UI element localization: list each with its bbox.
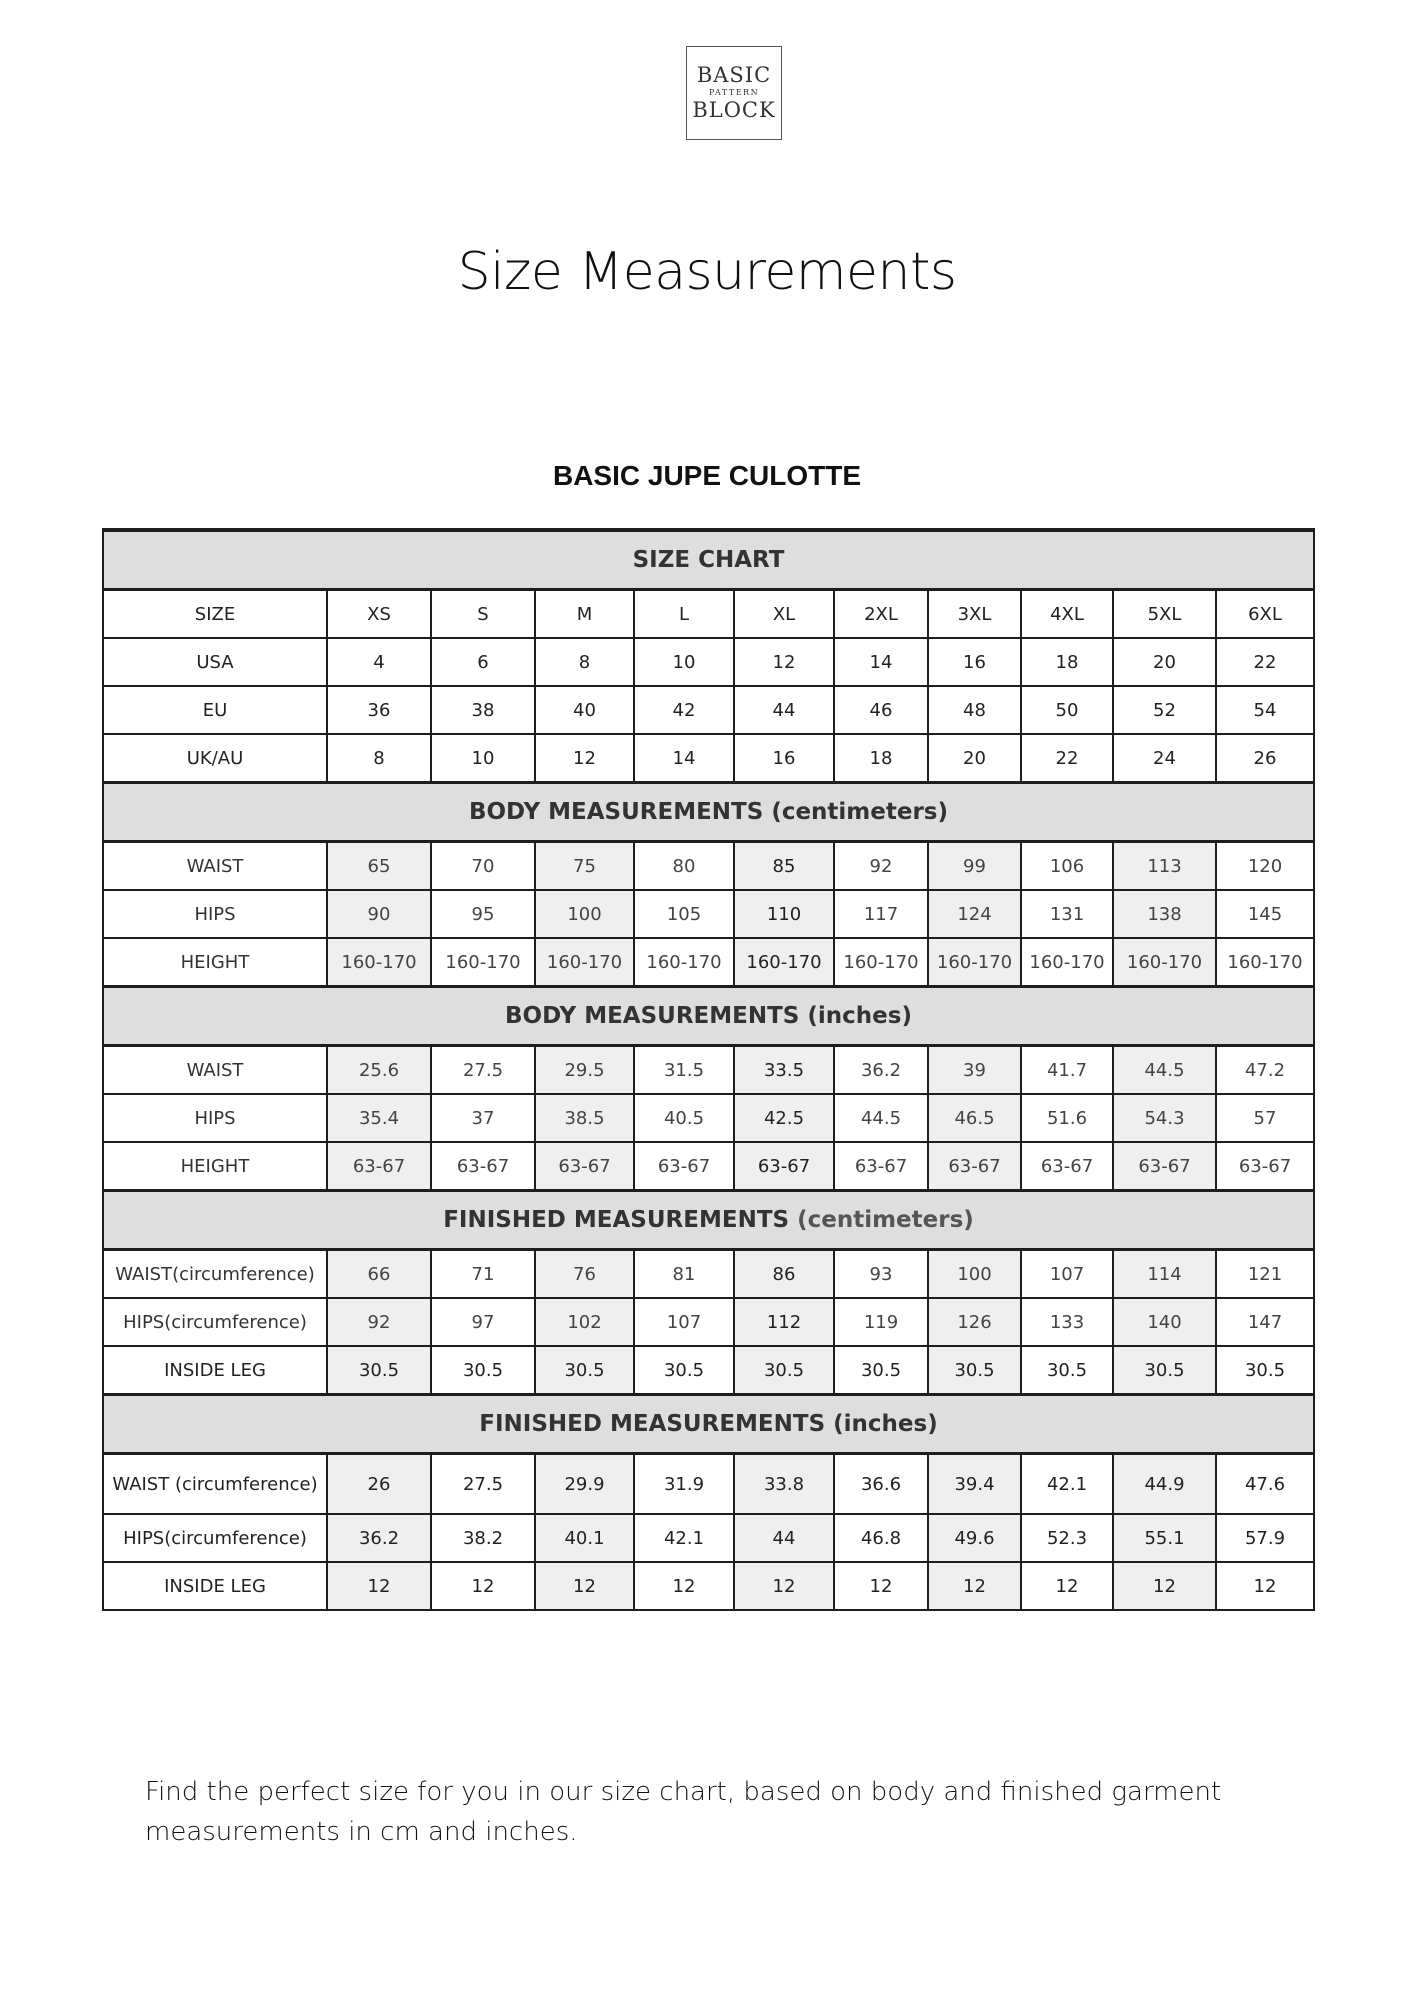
table-cell: 51.6 bbox=[1021, 1094, 1113, 1142]
table-cell: 36.2 bbox=[834, 1046, 928, 1095]
table-cell: 42 bbox=[634, 686, 734, 734]
table-cell: 105 bbox=[634, 890, 734, 938]
table-cell: 42.1 bbox=[1021, 1454, 1113, 1515]
row-label: INSIDE LEG bbox=[103, 1562, 327, 1610]
measurement-row bbox=[103, 890, 1314, 938]
section-unit: (inches) bbox=[833, 1411, 938, 1437]
table-cell: 113 bbox=[1113, 842, 1216, 891]
table-cell: 30.5 bbox=[834, 1346, 928, 1395]
table-cell: 71 bbox=[431, 1250, 535, 1299]
table-cell: 160-170 bbox=[734, 938, 834, 987]
table-cell: 27.5 bbox=[431, 1454, 535, 1515]
table-cell: 112 bbox=[734, 1298, 834, 1346]
table-cell: 140 bbox=[1113, 1298, 1216, 1346]
table-cell: 52 bbox=[1113, 686, 1216, 734]
table-cell: 76 bbox=[535, 1250, 634, 1299]
conversion-row bbox=[103, 638, 1314, 686]
table-cell: 3XL bbox=[928, 590, 1021, 639]
table-cell: 160-170 bbox=[1021, 938, 1113, 987]
table-cell: 38.5 bbox=[535, 1094, 634, 1142]
table-cell: 36.2 bbox=[327, 1514, 431, 1562]
row-label: HIPS(circumference) bbox=[103, 1298, 327, 1346]
table-cell: 160-170 bbox=[928, 938, 1021, 987]
row-label: HEIGHT bbox=[103, 1142, 327, 1191]
table-cell: 16 bbox=[928, 638, 1021, 686]
section-unit: (centimeters) bbox=[771, 799, 949, 825]
table-cell: 25.6 bbox=[327, 1046, 431, 1095]
section-header bbox=[103, 987, 1314, 1046]
table-cell: 160-170 bbox=[535, 938, 634, 987]
table-cell: 6 bbox=[431, 638, 535, 686]
measurement-row bbox=[103, 1346, 1314, 1395]
table-cell: 126 bbox=[928, 1298, 1021, 1346]
table-cell: 49.6 bbox=[928, 1514, 1021, 1562]
table-cell: 110 bbox=[734, 890, 834, 938]
table-cell: 12 bbox=[431, 1562, 535, 1610]
table-cell: 12 bbox=[1113, 1562, 1216, 1610]
table-cell: 95 bbox=[431, 890, 535, 938]
size-chart-caption: Find the perfect size for you in our size chart, based on body and finished garment measurements in cm and inches. bbox=[145, 1777, 1222, 1847]
table-cell: 33.5 bbox=[734, 1046, 834, 1095]
table-cell: 4XL bbox=[1021, 590, 1113, 639]
table-cell: 18 bbox=[834, 734, 928, 783]
size-chart-table bbox=[102, 528, 1315, 1611]
table-cell: 44 bbox=[734, 1514, 834, 1562]
table-cell: 38 bbox=[431, 686, 535, 734]
table-cell: 12 bbox=[634, 1562, 734, 1610]
table-cell: 36.6 bbox=[834, 1454, 928, 1515]
table-cell: 6XL bbox=[1216, 590, 1314, 639]
table-cell: 133 bbox=[1021, 1298, 1113, 1346]
table-cell: 160-170 bbox=[834, 938, 928, 987]
table-cell: 46 bbox=[834, 686, 928, 734]
table-cell: 30.5 bbox=[1216, 1346, 1314, 1395]
table-cell: 22 bbox=[1216, 638, 1314, 686]
row-label: WAIST (circumference) bbox=[103, 1454, 327, 1515]
table-cell: 85 bbox=[734, 842, 834, 891]
table-cell: 26 bbox=[1216, 734, 1314, 783]
table-cell: 54 bbox=[1216, 686, 1314, 734]
table-cell: 48 bbox=[928, 686, 1021, 734]
table-cell: 42.5 bbox=[734, 1094, 834, 1142]
table-cell: XS bbox=[327, 590, 431, 639]
table-cell: 117 bbox=[834, 890, 928, 938]
row-label: UK/AU bbox=[103, 734, 327, 783]
section-header bbox=[103, 1191, 1314, 1250]
table-cell: 63-67 bbox=[1216, 1142, 1314, 1191]
table-cell: 18 bbox=[1021, 638, 1113, 686]
section-title-text: FINISHED MEASUREMENTS bbox=[443, 1207, 790, 1233]
table-cell: 66 bbox=[327, 1250, 431, 1299]
section-header bbox=[103, 1395, 1314, 1454]
table-cell: 40.1 bbox=[535, 1514, 634, 1562]
table-cell: XL bbox=[734, 590, 834, 639]
table-cell: 12 bbox=[1021, 1562, 1113, 1610]
table-cell: 10 bbox=[634, 638, 734, 686]
table-cell: 63-67 bbox=[928, 1142, 1021, 1191]
table-cell: 44.5 bbox=[834, 1094, 928, 1142]
table-cell: 63-67 bbox=[634, 1142, 734, 1191]
table-cell: 54.3 bbox=[1113, 1094, 1216, 1142]
table-cell: 39 bbox=[928, 1046, 1021, 1095]
table-cell: 75 bbox=[535, 842, 634, 891]
size-row bbox=[103, 590, 1314, 639]
row-label: EU bbox=[103, 686, 327, 734]
table-cell: 63-67 bbox=[431, 1142, 535, 1191]
table-cell: 63-67 bbox=[535, 1142, 634, 1191]
table-cell: 30.5 bbox=[1021, 1346, 1113, 1395]
table-cell: 147 bbox=[1216, 1298, 1314, 1346]
table-cell: 12 bbox=[535, 1562, 634, 1610]
measurement-row bbox=[103, 842, 1314, 891]
table-cell: 90 bbox=[327, 890, 431, 938]
table-cell: 12 bbox=[734, 1562, 834, 1610]
table-cell: 12 bbox=[734, 638, 834, 686]
table-cell: 31.9 bbox=[634, 1454, 734, 1515]
table-cell: 46.8 bbox=[834, 1514, 928, 1562]
table-cell: 33.8 bbox=[734, 1454, 834, 1515]
table-cell: 160-170 bbox=[431, 938, 535, 987]
table-cell: 107 bbox=[1021, 1250, 1113, 1299]
row-label: HIPS bbox=[103, 890, 327, 938]
table-cell: 12 bbox=[928, 1562, 1021, 1610]
table-cell: 63-67 bbox=[1113, 1142, 1216, 1191]
table-cell: 30.5 bbox=[535, 1346, 634, 1395]
table-cell: 63-67 bbox=[734, 1142, 834, 1191]
table-cell: 2XL bbox=[834, 590, 928, 639]
conversion-row bbox=[103, 686, 1314, 734]
table-cell: 16 bbox=[734, 734, 834, 783]
measurement-row bbox=[103, 1046, 1314, 1095]
table-cell: 65 bbox=[327, 842, 431, 891]
table-cell: 70 bbox=[431, 842, 535, 891]
table-cell: 36 bbox=[327, 686, 431, 734]
measurement-row bbox=[103, 1250, 1314, 1299]
measurement-row bbox=[103, 1514, 1314, 1562]
section-title-text: FINISHED MEASUREMENTS bbox=[479, 1411, 826, 1437]
table-cell: 12 bbox=[535, 734, 634, 783]
table-cell: 92 bbox=[327, 1298, 431, 1346]
table-cell: 160-170 bbox=[1113, 938, 1216, 987]
table-cell: 86 bbox=[734, 1250, 834, 1299]
row-label: WAIST bbox=[103, 1046, 327, 1095]
brand-logo bbox=[686, 46, 782, 140]
table-cell: 20 bbox=[1113, 638, 1216, 686]
table-cell: 14 bbox=[634, 734, 734, 783]
section-unit: (centimeters) bbox=[797, 1207, 974, 1233]
table-cell: 20 bbox=[928, 734, 1021, 783]
table-cell: 12 bbox=[1216, 1562, 1314, 1610]
table-cell: 30.5 bbox=[1113, 1346, 1216, 1395]
table-cell: 8 bbox=[327, 734, 431, 783]
table-cell: 27.5 bbox=[431, 1046, 535, 1095]
table-cell: 52.3 bbox=[1021, 1514, 1113, 1562]
table-cell: 31.5 bbox=[634, 1046, 734, 1095]
table-cell: 37 bbox=[431, 1094, 535, 1142]
table-cell: 30.5 bbox=[928, 1346, 1021, 1395]
table-cell: 22 bbox=[1021, 734, 1113, 783]
table-cell: 63-67 bbox=[327, 1142, 431, 1191]
row-label: WAIST bbox=[103, 842, 327, 891]
section-title bbox=[103, 1191, 1314, 1250]
table-cell: 35.4 bbox=[327, 1094, 431, 1142]
table-cell: 107 bbox=[634, 1298, 734, 1346]
table-cell: 30.5 bbox=[431, 1346, 535, 1395]
table-cell: 30.5 bbox=[734, 1346, 834, 1395]
page-title: Size Measurements bbox=[457, 242, 957, 302]
table-cell: 41.7 bbox=[1021, 1046, 1113, 1095]
section-title bbox=[103, 1395, 1314, 1454]
table-cell: 131 bbox=[1021, 890, 1113, 938]
table-cell: 145 bbox=[1216, 890, 1314, 938]
table-cell: 40 bbox=[535, 686, 634, 734]
table-cell: 46.5 bbox=[928, 1094, 1021, 1142]
size-chart-body bbox=[103, 530, 1314, 1610]
row-label: HIPS(circumference) bbox=[103, 1514, 327, 1562]
table-cell: 50 bbox=[1021, 686, 1113, 734]
section-title: SIZE CHART bbox=[103, 530, 1314, 590]
table-cell: 10 bbox=[431, 734, 535, 783]
table-cell: 63-67 bbox=[1021, 1142, 1113, 1191]
table-cell: 100 bbox=[535, 890, 634, 938]
table-cell: 44 bbox=[734, 686, 834, 734]
table-cell: 99 bbox=[928, 842, 1021, 891]
table-cell: 29.5 bbox=[535, 1046, 634, 1095]
measurement-row bbox=[103, 1094, 1314, 1142]
table-cell: 81 bbox=[634, 1250, 734, 1299]
section-title bbox=[103, 783, 1314, 842]
section-title-text: BODY MEASUREMENTS bbox=[505, 1003, 800, 1029]
product-title: BASIC JUPE CULOTTE bbox=[552, 460, 862, 491]
row-label: HEIGHT bbox=[103, 938, 327, 987]
table-cell: 24 bbox=[1113, 734, 1216, 783]
logo-line-basic: BASIC bbox=[696, 63, 772, 87]
table-cell: 12 bbox=[327, 1562, 431, 1610]
table-cell: 47.6 bbox=[1216, 1454, 1314, 1515]
table-cell: 100 bbox=[928, 1250, 1021, 1299]
table-cell: 39.4 bbox=[928, 1454, 1021, 1515]
table-cell: 29.9 bbox=[535, 1454, 634, 1515]
table-cell: 102 bbox=[535, 1298, 634, 1346]
table-cell: 8 bbox=[535, 638, 634, 686]
table-cell: 55.1 bbox=[1113, 1514, 1216, 1562]
table-cell: 14 bbox=[834, 638, 928, 686]
table-cell: 44.9 bbox=[1113, 1454, 1216, 1515]
table-cell: 5XL bbox=[1113, 590, 1216, 639]
logo-line-block: BLOCK bbox=[692, 98, 776, 122]
table-cell: 26 bbox=[327, 1454, 431, 1515]
section-title-text: BODY MEASUREMENTS bbox=[468, 799, 764, 825]
table-cell: 38.2 bbox=[431, 1514, 535, 1562]
table-cell: 106 bbox=[1021, 842, 1113, 891]
measurement-row bbox=[103, 1562, 1314, 1610]
table-cell: 57 bbox=[1216, 1094, 1314, 1142]
section-header-size-chart bbox=[103, 530, 1314, 590]
section-unit: (inches) bbox=[807, 1003, 912, 1029]
table-cell: M bbox=[535, 590, 634, 639]
table-cell: S bbox=[431, 590, 535, 639]
table-cell: 121 bbox=[1216, 1250, 1314, 1299]
table-cell: 57.9 bbox=[1216, 1514, 1314, 1562]
row-label: SIZE bbox=[103, 590, 327, 639]
row-label: INSIDE LEG bbox=[103, 1346, 327, 1395]
table-cell: 30.5 bbox=[634, 1346, 734, 1395]
row-label: WAIST(circumference) bbox=[103, 1250, 327, 1299]
section-title bbox=[103, 987, 1314, 1046]
measurement-row bbox=[103, 1298, 1314, 1346]
logo-line-pattern: PATTERN bbox=[708, 88, 760, 97]
table-cell: L bbox=[634, 590, 734, 639]
table-cell: 63-67 bbox=[834, 1142, 928, 1191]
table-cell: 114 bbox=[1113, 1250, 1216, 1299]
table-cell: 4 bbox=[327, 638, 431, 686]
row-label: HIPS bbox=[103, 1094, 327, 1142]
table-cell: 42.1 bbox=[634, 1514, 734, 1562]
table-cell: 124 bbox=[928, 890, 1021, 938]
measurement-row bbox=[103, 1454, 1314, 1515]
table-cell: 47.2 bbox=[1216, 1046, 1314, 1095]
table-cell: 93 bbox=[834, 1250, 928, 1299]
table-cell: 40.5 bbox=[634, 1094, 734, 1142]
table-cell: 138 bbox=[1113, 890, 1216, 938]
table-cell: 160-170 bbox=[1216, 938, 1314, 987]
table-cell: 30.5 bbox=[327, 1346, 431, 1395]
table-cell: 160-170 bbox=[327, 938, 431, 987]
table-cell: 80 bbox=[634, 842, 734, 891]
measurement-row bbox=[103, 1142, 1314, 1191]
row-label: USA bbox=[103, 638, 327, 686]
measurement-row bbox=[103, 938, 1314, 987]
table-cell: 92 bbox=[834, 842, 928, 891]
table-cell: 160-170 bbox=[634, 938, 734, 987]
table-cell: 97 bbox=[431, 1298, 535, 1346]
table-cell: 12 bbox=[834, 1562, 928, 1610]
table-cell: 119 bbox=[834, 1298, 928, 1346]
conversion-row bbox=[103, 734, 1314, 783]
table-cell: 44.5 bbox=[1113, 1046, 1216, 1095]
section-header bbox=[103, 783, 1314, 842]
table-cell: 120 bbox=[1216, 842, 1314, 891]
